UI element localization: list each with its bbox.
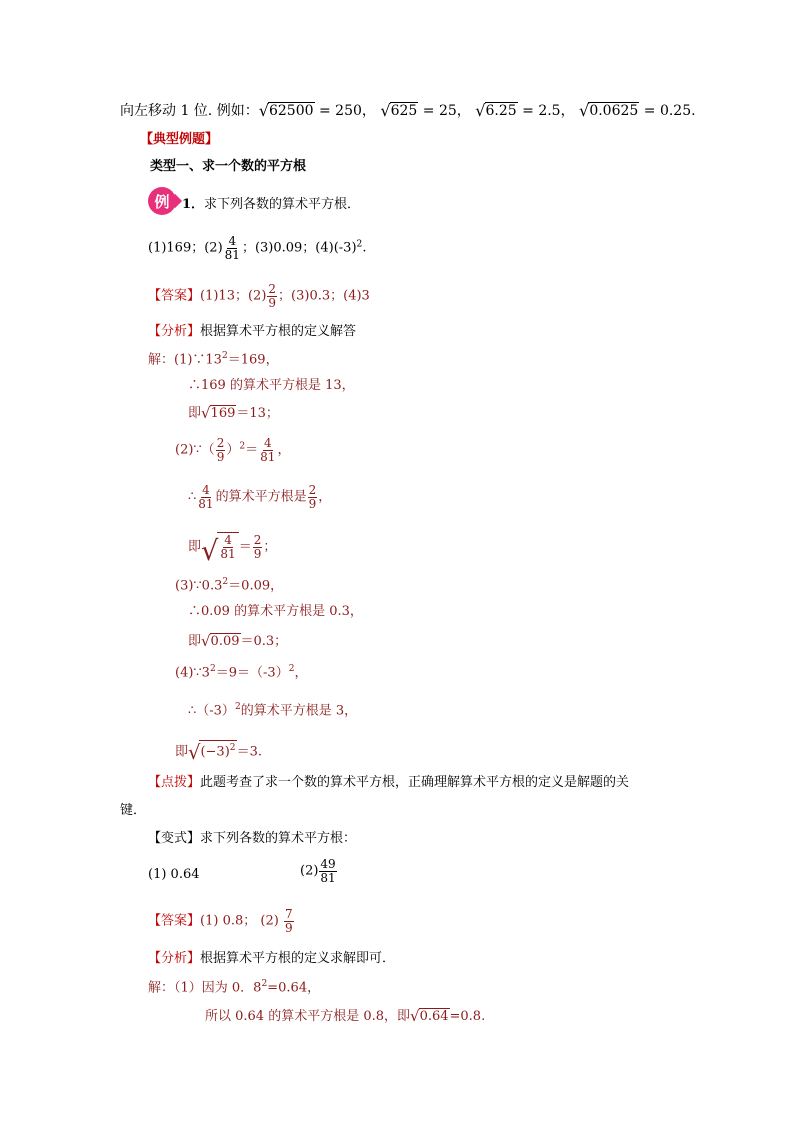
tip-line-1: 【点拨】此题考查了求一个数的算术平方根，正确理解算术平方根的定义是解题的关 <box>148 775 630 790</box>
solution-1b: ∴169 的算术平方根是 13， <box>188 378 355 393</box>
sqrt-example-3: √6.25 <box>475 101 517 120</box>
variant-item-1: (1) 0.64 <box>148 867 200 882</box>
example-badge-icon: 例 <box>148 187 176 215</box>
solution-3a: $(3)\because 0.3^2=0.09$， <box>175 577 284 594</box>
solution-4a: $(4)\because 3^2=9=(-3)^2$， <box>175 664 308 681</box>
solution2-l1: 解：（1）因为 0．$8^2=0.64$， <box>148 979 321 996</box>
tip-line-2: 键． <box>120 803 147 818</box>
solution-2b: ∴ $\frac{4}{81}$ 的算术平方根是 $\frac{2}{9}$ ， <box>188 483 332 511</box>
sqrt-example-2: √625 <box>380 101 418 120</box>
solution-1a: 解：$(1)\because 13^2=169$， <box>148 351 279 368</box>
solution-4b: $\therefore(-3)^2$的算术平方根是 3， <box>188 702 358 719</box>
answer-line: 【答案】(1)13；(2) $\frac{2}{9}$ ；(3)0.3；(4)3 <box>148 282 370 310</box>
type-title: 类型一、求一个数的平方根 <box>150 159 307 174</box>
example-items: (1)169；(2) $\frac{4}{81}$ ；(3)0.09；$(4)(-3)^2$. <box>148 234 367 262</box>
analysis-line: 【分析】根据算术平方根的定义解答 <box>148 324 357 339</box>
solution2-l2: 所以 0.64 的算术平方根是 0.8，即√0.64=0.8. <box>205 1007 486 1025</box>
intro-line: 向左移动 1 位. 例如：√62500 = 250， √625 = 25， √6.25 = 2.5， √0.0625 = 0.25. <box>120 101 696 120</box>
solution-2c: 即√ $\frac{4}{81}$ ＝ $\frac{2}{9}$ ； <box>188 533 277 567</box>
solution-4c: 即$√(-3)^2=3$. <box>175 741 262 765</box>
solution-3c: 即√0.09＝0.3； <box>188 632 288 650</box>
solution-2a: (2)∵（ $\frac{2}{9}$ ）$^2$＝ $\frac{4}{81}$ ， <box>175 436 291 464</box>
answer-tag: 【答案】 <box>148 288 201 304</box>
answer2-line: 【答案】(1) 0.8； (2) $\frac{7}{9}$ <box>148 907 293 935</box>
solution-3b: ∴0.09 的算术平方根是 0.3， <box>188 604 363 619</box>
section-title: 【典型例题】 <box>140 132 219 147</box>
example-prompt: 1．求下列各数的算术平方根． <box>182 197 361 212</box>
analysis2-line: 【分析】根据算术平方根的定义求解即可． <box>148 951 396 966</box>
variant-item-2: (2) $\frac{49}{81}$ <box>300 857 336 885</box>
sqrt-example-4: √0.0625 <box>579 101 639 120</box>
variant-line: 【变式】求下列各数的算术平方根： <box>148 831 357 846</box>
sqrt-example-1: √62500 <box>258 101 314 120</box>
solution-1c: 即√169＝13； <box>188 404 279 422</box>
